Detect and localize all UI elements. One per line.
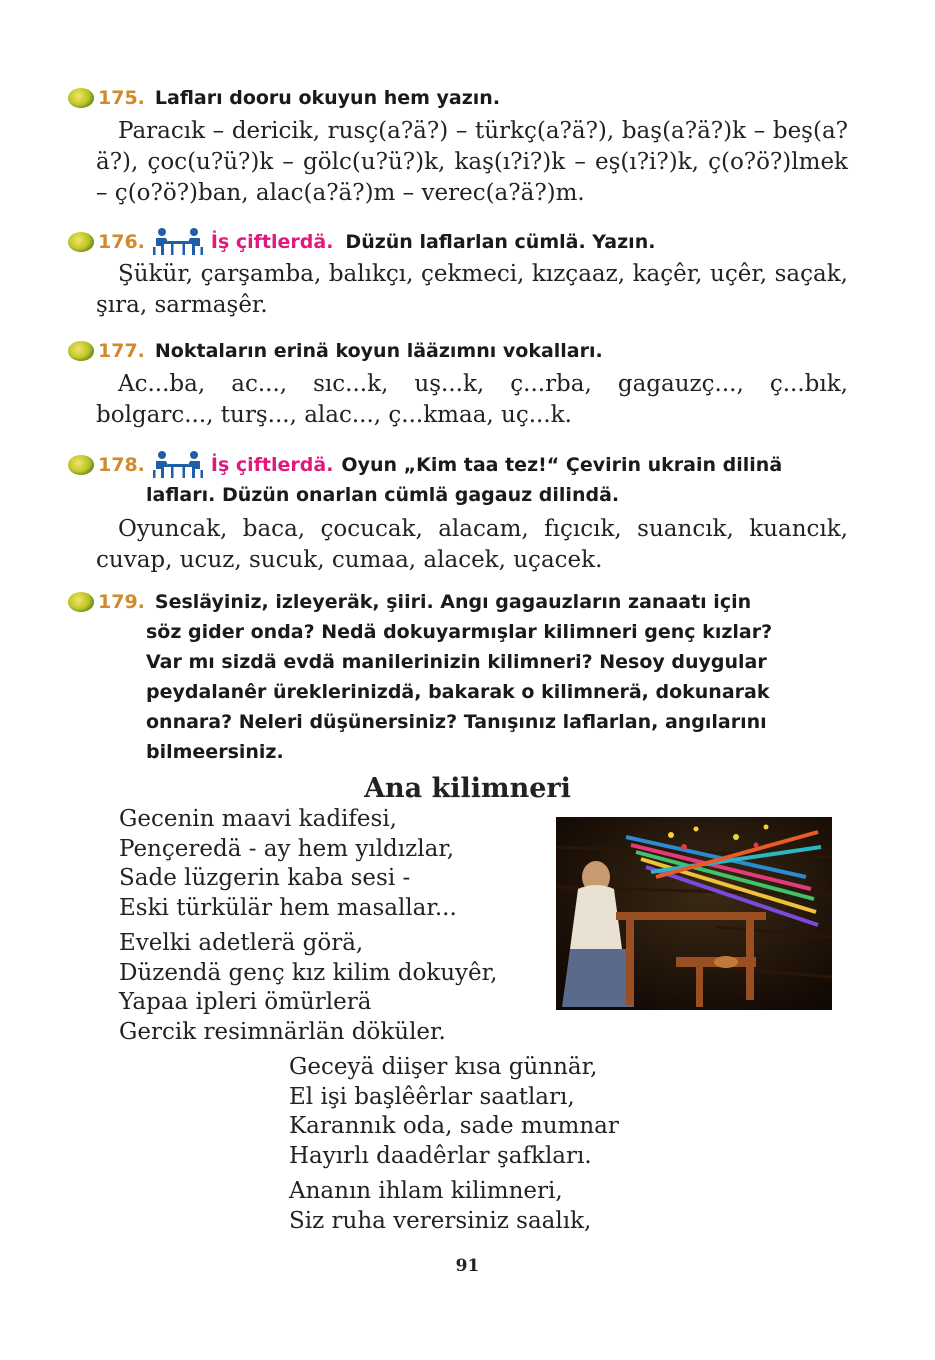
- exercise-177-body: Ac...ba, ac..., sıc...k, uş...k, ç...rba, gagauzç..., ç...bık, bolgarc..., turş..., alac..., ç...kmaa, uç...k.: [96, 371, 848, 428]
- exercise-177: [68, 336, 848, 431]
- poem-line: Pençeredä - ay hem yıldızlar,: [119, 835, 455, 862]
- exercise-176-heading: [68, 227, 848, 257]
- poem-line: Evelki adetlerä görä,: [119, 930, 364, 956]
- exercise-178-heading: [68, 450, 848, 480]
- exercise-number: 175.: [98, 87, 145, 109]
- poem-title: Ana kilimneri: [364, 773, 571, 804]
- exercise-175: [68, 83, 848, 209]
- poem-line: Sade lüzgerin kaba sesi -: [119, 865, 411, 891]
- exercise-178: [68, 450, 848, 576]
- poem-line: Gecenin maavi kadifesi,: [119, 806, 397, 832]
- green-ball-icon: [68, 455, 94, 475]
- exercise-instruction: Düzün laflarlan cümlä. Yazın.: [345, 231, 656, 253]
- poem-line: El işi başlêêrlar saatları,: [289, 1083, 575, 1110]
- exercise-instruction: Noktaların erinä koyun lääzımnı vokalları.: [154, 340, 603, 362]
- poem-stanza-1: [119, 805, 457, 923]
- poem-stanza-2: [119, 929, 497, 1047]
- exercise-instruction-line: Sesläyiniz, izleyeräk, şiiri. Angı gagauzların zanaatı için: [154, 591, 752, 613]
- green-ball-icon: [68, 88, 94, 108]
- pair-work-icon: [151, 227, 205, 257]
- exercise-instruction-line: peydalanêr üreklerinizdä, bakarak o kilimnerä, dokunarak: [146, 681, 770, 703]
- poem-line: Siz ruha verersiniz saalık,: [289, 1207, 592, 1234]
- exercise-179: [68, 587, 848, 767]
- exercise-178-body: Oyuncak, baca, çocucak, alacam, fıçıcık, suancık, kuancık, cuvap, ucuz, sucuk, cumaa, alacek, uçacek.: [96, 516, 848, 573]
- green-ball-icon: [68, 592, 94, 612]
- pair-work-icon: [151, 450, 205, 480]
- green-ball-icon: [68, 232, 94, 252]
- pair-work-label: İş çiftlerdä.: [210, 231, 334, 253]
- exercise-number: 176.: [98, 231, 145, 253]
- poem-line: Gercik resimnärlän döküler.: [119, 1018, 446, 1045]
- pair-work-label: İş çiftlerdä.: [210, 454, 334, 476]
- exercise-178-instruction-continued: lafları. Düzün onarlan cümlä gagauz dilindä.: [146, 484, 620, 506]
- poem-line: Karannık oda, sade mumnar: [289, 1113, 619, 1139]
- exercise-instruction-line: söz gider onda? Nedä dokuyarmışlar kilimneri genç kızlar?: [146, 621, 773, 643]
- exercise-175-heading: [68, 83, 848, 113]
- page-number: 91: [455, 1256, 480, 1276]
- exercise-instruction-line: Var mı sizdä evdä manilerinizin kilimneri? Nesoy duygular: [146, 651, 767, 673]
- exercise-179-heading: [68, 587, 848, 617]
- poem-line: Eski türkülär hem masallar...: [119, 894, 457, 921]
- poem-line: Yapaa ipleri ömürlerä: [119, 989, 372, 1015]
- exercise-176-body: Şükür, çarşamba, balıkçı, çekmeci, kızçaaz, kaçêr, uçêr, saçak, şıra, sarmaşêr.: [96, 261, 848, 318]
- poem-stanza-3: [289, 1053, 619, 1171]
- exercise-175-body: Paracık – dericik, rusç(a?ä?) – türkç(a?ä?), baş(a?ä?)k – beş(a?ä?), çoc(u?ü?)k – gölc(u?ü?)k, kaş(ı?i?)k – eş(ı?i?)k, ç(o?ö?)lmek – ç(o?ö?)ban, alac(a?ä?)m – verec(a?ä?)m.: [96, 118, 848, 206]
- poem-line: Hayırlı daadêrlar şafkları.: [289, 1142, 592, 1169]
- poem-stanza-4: [289, 1177, 591, 1236]
- exercise-177-heading: [68, 336, 848, 366]
- weaving-loom-photo: [556, 817, 832, 1010]
- exercise-instruction: Lafları dooru okuyun hem yazın.: [154, 87, 501, 109]
- poem-line: Düzendä genç kız kilim dokuyêr,: [119, 959, 498, 986]
- exercise-176: [68, 227, 848, 321]
- green-ball-icon: [68, 341, 94, 361]
- exercise-instruction-line: onnara? Neleri düşünersiniz? Tanışınız laflarlan, angılarını: [146, 711, 767, 733]
- exercise-number: 177.: [98, 340, 145, 362]
- poem-line: Ananın ihlam kilimneri,: [289, 1178, 563, 1204]
- poem-line: Geceyä diişer kısa günnär,: [289, 1054, 598, 1080]
- exercise-instruction: Oyun „Kim taa tez!“ Çevirin ukrain dilinä: [341, 454, 783, 476]
- exercise-number: 179.: [98, 591, 145, 613]
- exercise-instruction-line: bilmeersiniz.: [146, 741, 284, 763]
- exercise-number: 178.: [98, 454, 145, 476]
